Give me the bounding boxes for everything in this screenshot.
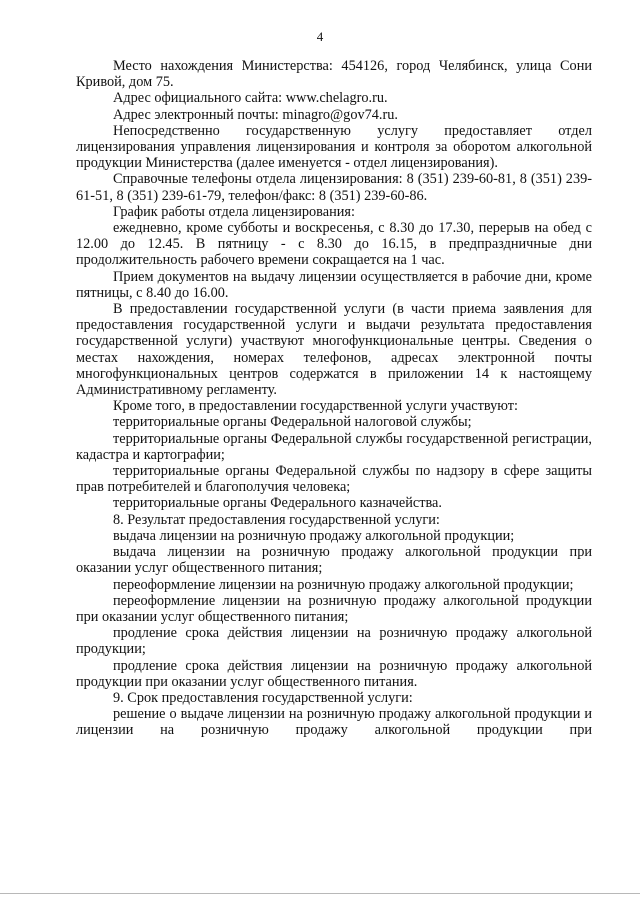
paragraph-result-issue-license-catering: выдача лицензии на розничную продажу алкогольной продукции при оказании услуг общественного питания; <box>76 544 592 577</box>
paragraph-consumer-protection-service: территориальные органы Федеральной службы по надзору в сфере защиты прав потребителей и благополучия человека; <box>76 463 592 496</box>
paragraph-schedule-heading: График работы отдела лицензирования: <box>113 203 355 220</box>
paragraph-participants-intro: Кроме того, в предоставлении государственной услуги участвуют: <box>113 398 519 415</box>
paragraph-ministry-location: Место нахождения Министерства: 454126, город Челябинск, улица Сони Кривой, дом 75. <box>76 58 592 91</box>
paragraph-email-address: Адрес электронный почты: minagro@gov74.ru. <box>113 106 398 123</box>
paragraph-reference-phones: Справочные телефоны отдела лицензирования: 8 (351) 239-60-81, 8 (351) 239-61-51, 8 (351) 239-61-79, телефон/факс: 8 (351) 239-60-86. <box>76 171 592 204</box>
paragraph-result-extend-license-catering: продление срока действия лицензии на розничную продажу алкогольной продукции при оказании услуг общественного питания. <box>76 657 592 690</box>
page-number: 4 <box>316 29 324 44</box>
paragraph-section-8-heading: 8. Результат предоставления государственной услуги: <box>113 511 440 528</box>
paragraph-licensing-department: Непосредственно государственную услугу предоставляет отдел лицензирования управления лицензирования и контроля за оборотом алкогольной продукции Министерства (далее именуется - отдел лицензирования). <box>76 122 592 172</box>
paragraph-working-hours: ежедневно, кроме субботы и воскресенья, с 8.30 до 17.30, перерыв на обед с 12.00 до 12.45. В пятницу - с 8.30 до 16.15, в предпраздничные дни продолжительность рабочего времени сокращается на 1 час. <box>76 220 592 269</box>
paragraph-result-reissue-license-catering: переоформление лицензии на розничную продажу алкогольной продукции при оказании услуг общественного питания; <box>76 592 592 625</box>
paragraph-result-reissue-license: переоформление лицензии на розничную продажу алкогольной продукции; <box>113 576 574 593</box>
paragraph-treasury: территориальные органы Федерального казначейства. <box>113 495 442 512</box>
bottom-edge-line <box>0 893 640 894</box>
paragraph-result-issue-license: выдача лицензии на розничную продажу алкогольной продукции; <box>113 527 515 544</box>
document-body <box>76 58 592 739</box>
paragraph-tax-service: территориальные органы Федеральной налоговой службы; <box>113 414 472 431</box>
paragraph-section-9-heading: 9. Срок предоставления государственной услуги: <box>113 689 413 706</box>
paragraph-decision-deadline: решение о выдаче лицензии на розничную продажу алкогольной продукции и лицензии на розничную продажу алкогольной продукции при <box>76 706 592 739</box>
paragraph-website-address: Адрес официального сайта: www.chelagro.ru. <box>113 90 388 107</box>
paragraph-registration-service: территориальные органы Федеральной службы государственной регистрации, кадастра и картографии; <box>76 430 592 463</box>
paragraph-multifunctional-centers: В предоставлении государственной услуги (в части приема заявления для предоставления государственной услуги и выдачи результата предоставления государственной услуги) участвуют многофункциональные центры. Сведения о местах нахождения, номерах телефонов, адресах электронной почты многофункциональных центров содержатся в приложении 14 к настоящему Административному регламенту. <box>76 301 592 399</box>
paragraph-document-reception: Прием документов на выдачу лицензии осуществляется в рабочие дни, кроме пятницы, с 8.40 до 16.00. <box>76 268 592 301</box>
paragraph-result-extend-license: продление срока действия лицензии на розничную продажу алкогольной продукции; <box>76 625 592 658</box>
